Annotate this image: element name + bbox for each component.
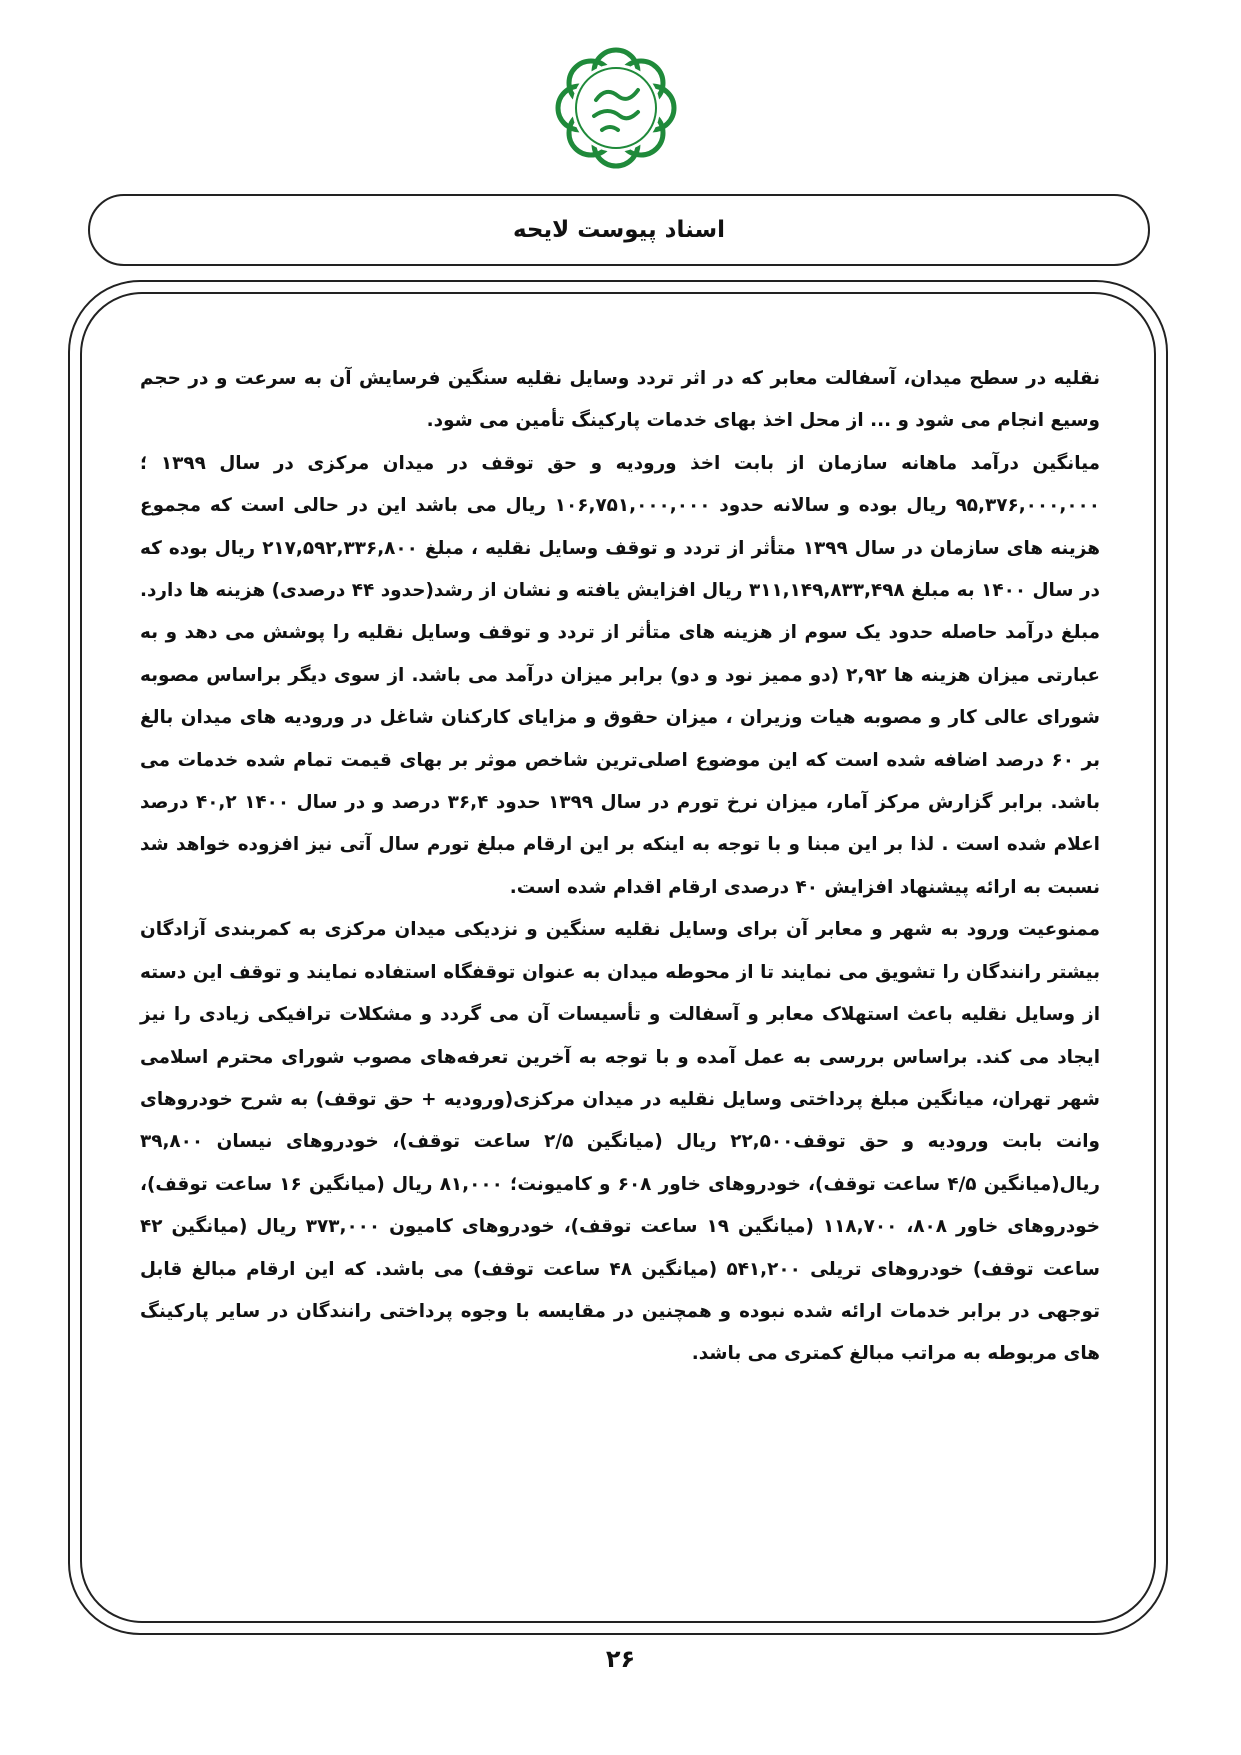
paragraph: نقلیه در سطح میدان، آسفالت معابر که در اثر تردد وسایل نقلیه سنگین فرسایش آن به سرعت و در حجم وسیع انجام می شود و ... از محل اخذ بهای خدمات پارکینگ تأمین می شود. (140, 368, 1100, 432)
document-body (140, 358, 1100, 1376)
page-title: اسناد پیوست لایحه (512, 217, 726, 243)
title-banner (88, 194, 1150, 266)
paragraph: ممنوعیت ورود به شهر و معابر آن برای وسایل نقلیه سنگین و نزدیکی میدان مرکزی به کمربندی آزادگان بیشتر رانندگان را تشویق می نمایند تا از محوطه میدان به عنوان توقفگاه استفاده نمایند و توقف این دسته از وسایل نقلیه باعث استهلاک معابر و آسفالت و تأسیسات آن می گردد و مشکلات ترافیکی زیادی را نیز ایجاد می کند. براساس بررسی به عمل آمده و با توجه به آخرین تعرفه‌های مصوب شورای محترم اسلامی شهر تهران، میانگین مبلغ پرداختی وسایل نقلیه در میدان مرکزی(ورودیه + حق توقف) به شرح خودروهای وانت بابت ورودیه و حق توقف۲۲,۵۰۰ ریال (میانگین ۲/۵ ساعت توقف)، خودروهای نیسان ۳۹,۸۰۰ ریال(میانگین ۴/۵ ساعت توقف)، خودروهای خاور ۶۰۸ و کامیونت؛ ۸۱,۰۰۰ ریال (میانگین ۱۶ ساعت توقف)، خودروهای خاور ۸۰۸، ۱۱۸,۷۰۰ (میانگین ۱۹ ساعت توقف)، خودروهای کامیون ۳۷۳,۰۰۰ ریال (میانگین ۴۲ ساعت توقف) خودروهای تریلی ۵۴۱,۲۰۰ (میانگین ۴۸ ساعت توقف) می باشد. که این ارقام مبالغ قابل توجهی در برابر خدمات ارائه شده نبوده و همچنین در مقایسه با وجوه پرداختی رانندگان در سایر پارکینگ های مربوطه به مراتب مبالغ کمتری می باشد. (140, 919, 1101, 1365)
municipality-logo-icon (550, 42, 682, 174)
page-number: ۲۶ (605, 1645, 636, 1673)
paragraph: میانگین درآمد ماهانه سازمان از بابت اخذ ورودیه و حق توقف در میدان مرکزی در سال ۱۳۹۹ ؛ ۹۵,۳۷۶,۰۰۰,۰۰۰ ریال بوده و سالانه حدود ۱۰۶,۷۵۱,۰۰۰,۰۰۰ ریال می باشد این در حالی است که مجموع هزینه های سازمان در سال ۱۳۹۹ متأثر از تردد و توقف وسایل نقلیه ، مبلغ ۲۱۷,۵۹۲,۳۳۶,۸۰۰ ریال بوده که در سال ۱۴۰۰ به مبلغ ۳۱۱,۱۴۹,۸۳۳,۴۹۸ ریال افزایش یافته و نشان از رشد(حدود ۴۴ درصدی) هزینه ها دارد. مبلغ درآمد حاصله حدود یک سوم از هزینه های متأثر از تردد و توقف وسایل نقلیه را پوشش می دهد و به عبارتی میزان هزینه ها ۲,۹۲ (دو ممیز نود و دو) برابر میزان درآمد می باشد. از سوی دیگر براساس مصوبه شورای عالی کار و مصوبه هیات وزیران ، میزان حقوق و مزایای کارکنان شاغل در ورودیه های میدان بالغ بر ۶۰ درصد اضافه شده است که این موضوع اصلی‌ترین شاخص موثر بر بهای قیمت تمام شده خدمات می باشد. برابر گزارش مرکز آمار، میزان نرخ تورم در سال ۱۳۹۹ حدود ۳۶,۴ درصد و در سال ۱۴۰۰ ۴۰,۲ درصد اعلام شده است . لذا بر این مبنا و با توجه به اینکه بر این ارقام مبلغ تورم سال آتی نیز افزوده خواهد شد نسبت به ارائه پیشنهاد افزایش ۴۰ درصدی ارقام اقدام شده است. (140, 452, 1101, 898)
